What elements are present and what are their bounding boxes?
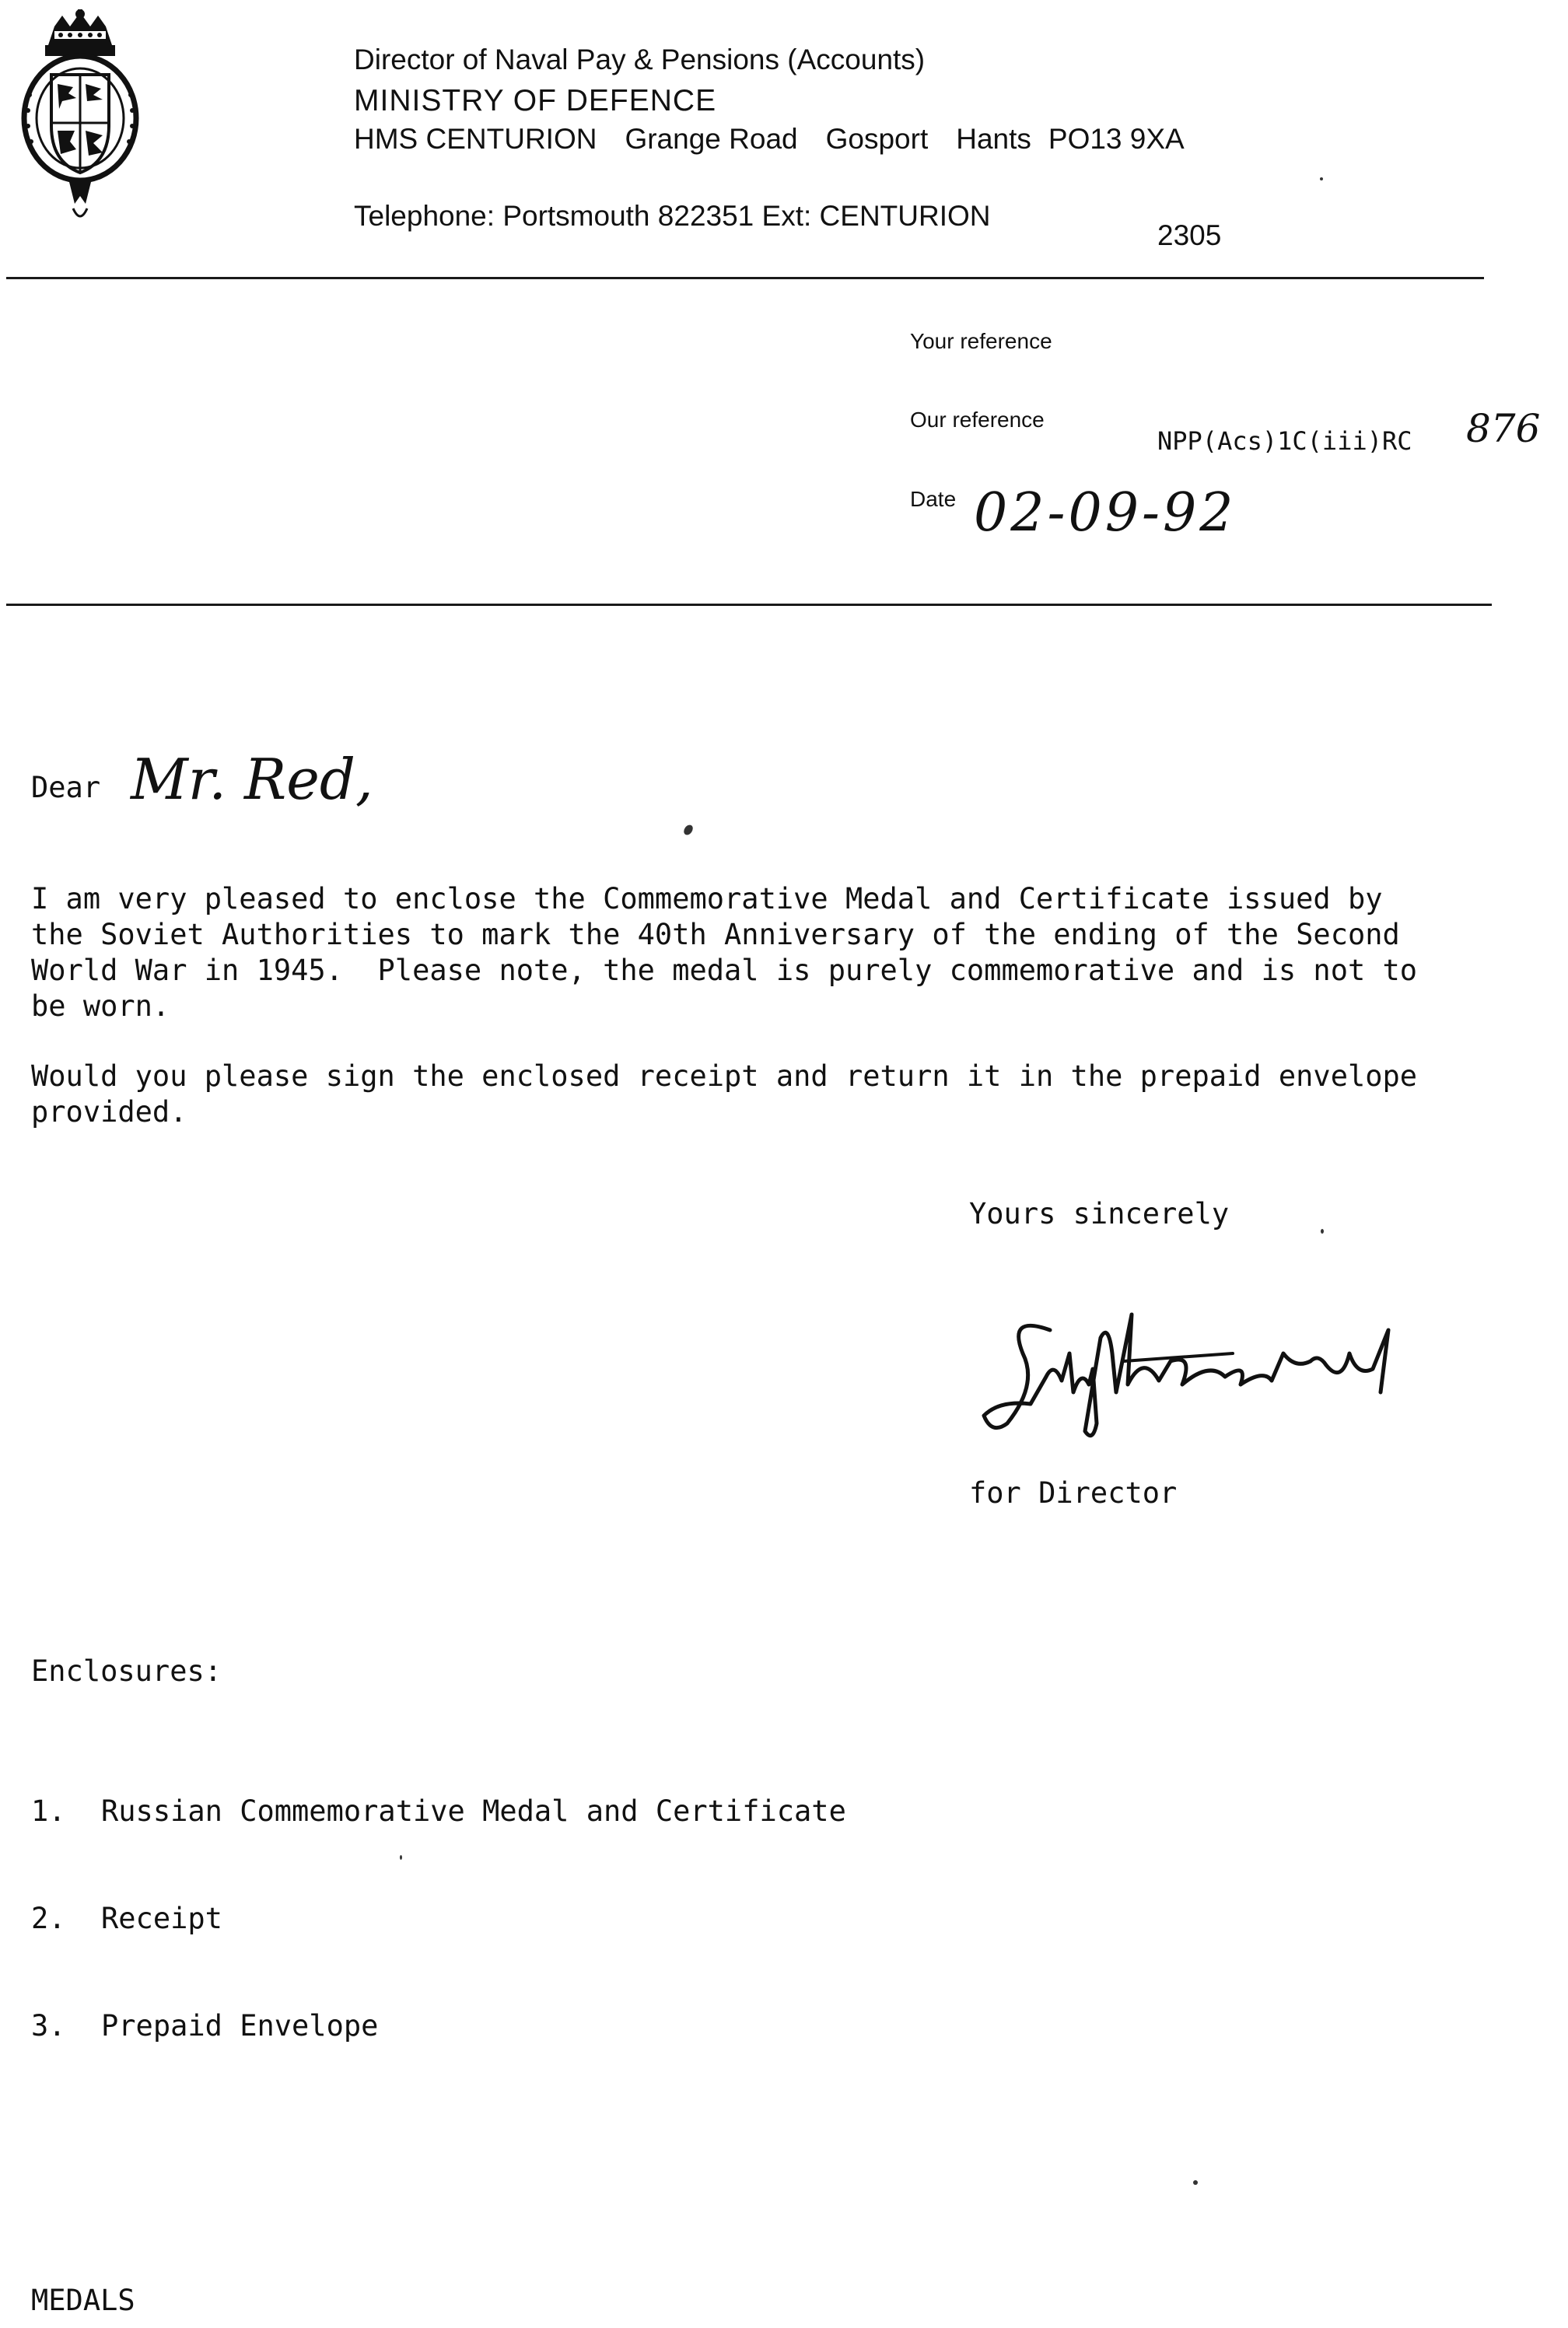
address-part: Grange Road — [625, 123, 798, 155]
address-part: PO13 9XA — [1048, 123, 1185, 155]
our-reference-handwritten: 876 — [1466, 406, 1541, 451]
paragraph-1: I am very pleased to enclose the Commemorative Medal and Certificate issued by the Soviet Authorities to mark the 40th Anniversary of the ending of the Second World War in 1945. Please note, the medal is purely commemorative and is not to be worn. — [31, 882, 1418, 1023]
scan-speck — [400, 1855, 402, 1860]
enclosures-list — [31, 1722, 846, 2116]
list-item — [31, 1794, 846, 1829]
date-value-handwritten: 02-09-92 — [974, 482, 1237, 544]
ministry-title: MINISTRY OF DEFENCE — [354, 84, 717, 117]
list-item-text: Prepaid Envelope — [101, 2009, 379, 2043]
list-item-text: Receipt — [101, 1902, 222, 1935]
reference-divider — [6, 604, 1492, 606]
header-divider — [6, 277, 1484, 279]
scan-speck — [1321, 1229, 1324, 1234]
paragraph-2: Would you please sign the enclosed receipt and return it in the prepaid envelope provided. — [31, 1059, 1418, 1129]
your-reference-label: Your reference — [910, 329, 1052, 353]
handwritten-signature — [976, 1307, 1412, 1447]
our-reference-value: NPP(Acs)1C(iii)RC — [1157, 426, 1412, 456]
address-part: Gosport — [825, 123, 929, 155]
scan-speck — [1193, 2180, 1198, 2185]
address-part: Hants — [956, 123, 1031, 155]
our-reference-label: Our reference — [910, 408, 1045, 432]
list-item-number: 2. — [31, 1902, 66, 1935]
enclosures-heading: Enclosures: — [31, 1654, 222, 1688]
royal-crest-logo — [14, 9, 146, 231]
closing: Yours sincerely — [969, 1197, 1230, 1231]
telephone-extension: 2305 — [1157, 219, 1222, 251]
date-label: Date — [910, 487, 957, 511]
signatory-title: for Director — [969, 1476, 1178, 1510]
salutation-name-handwritten: Mr. Red, — [131, 747, 373, 812]
list-item — [31, 2008, 846, 2044]
list-item-number: 3. — [31, 2009, 66, 2043]
address-part: HMS CENTURION — [354, 123, 597, 155]
scan-speck — [682, 823, 695, 836]
salutation: Dear — [31, 771, 101, 804]
list-item-number: 1. — [31, 1794, 66, 1828]
list-item-text: Russian Commemorative Medal and Certificate — [101, 1794, 846, 1828]
address-line — [354, 123, 1185, 156]
department-title: Director of Naval Pay & Pensions (Accounts) — [354, 44, 926, 75]
list-item — [31, 1901, 846, 1937]
telephone-line: Telephone: Portsmouth 822351 Ext: CENTURION — [354, 200, 991, 232]
footer-department: MEDALS — [31, 2284, 135, 2317]
scan-speck — [1320, 177, 1323, 180]
